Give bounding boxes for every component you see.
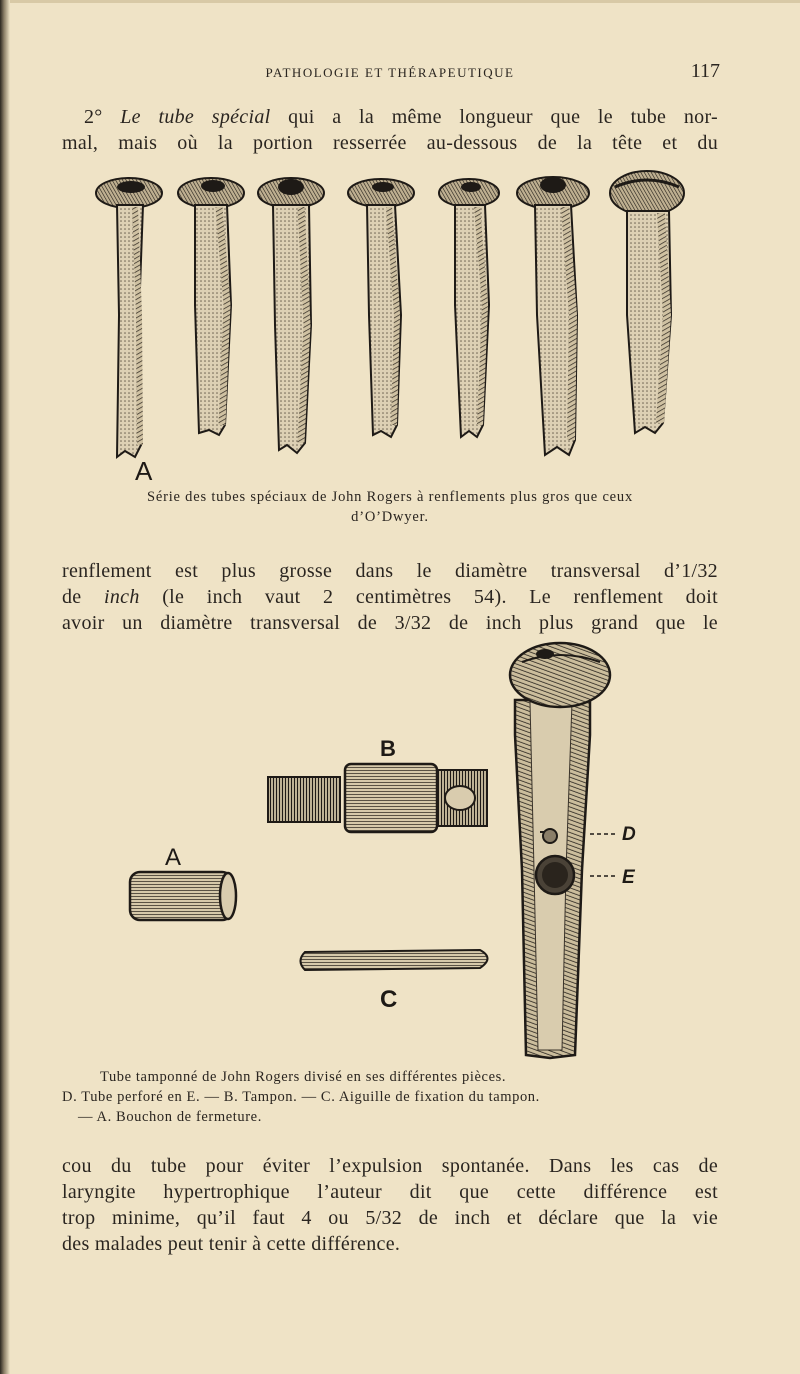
paragraph-1-line-1 [62,104,718,130]
page-top-edge [0,0,800,3]
running-title: PATHOLOGIE ET THÉRAPEUTIQUE [265,65,515,80]
figure-tube-series [80,160,700,485]
paragraph-2 [62,558,718,636]
paragraph-3-line-3: trop minime, qu’il faut 4 ou 5/32 de inch et déclare que la vie [62,1207,718,1229]
tube-7 [610,171,684,433]
page-binding-edge [0,0,10,1374]
aiguille-c [301,950,488,970]
paragraph-1-line-2: mal, mais où la portion resserrée au-dessous de la tête et du [62,132,718,154]
figure-2-caption [62,1067,732,1127]
inch-term: inch [104,586,140,608]
tampon-b [268,764,487,832]
paragraph-3-line-2: laryngite hypertrophique l’auteur dit que cette différence est [62,1181,718,1203]
tube-6 [517,177,589,455]
label-d: D [622,824,636,845]
paragraph-3-line-1: cou du tube pour éviter l’expulsion spontanée. Dans les cas de [62,1155,718,1177]
tube-4 [348,179,414,437]
tube-1 [96,178,162,457]
figure-1-caption-line-2: d’O’Dwyer. [351,509,429,525]
tube-2 [178,178,244,435]
tube-d [510,643,610,1058]
label-e: E [622,867,635,888]
paragraph-2-line-2-pre: de [62,586,82,608]
paragraph-1 [62,104,718,156]
page-number: 117 [690,60,720,82]
bouchon-a [130,872,236,920]
tube-3 [258,178,324,453]
tube-5 [439,179,499,437]
paragraph-3-line-4: des malades peut tenir à cette différence. [62,1233,401,1255]
label-c: C [380,986,398,1013]
paragraph-2-line-2-post: (le inch vaut 2 centimètres 54). Le renflement doit [162,586,718,608]
figure-1-label-a: A [135,456,153,485]
paragraph-2-line-2 [62,584,718,610]
paragraph-1-line-1-rest: qui a la même longueur que le tube nor- [288,106,718,128]
figure-2-caption-line-1: Tube tamponné de John Rogers divisé en ses différentes pièces. [100,1069,507,1085]
paragraph-2-line-1: renflement est plus grosse dans le diamètre transversal d’1/32 [62,560,718,582]
figure-1-caption-line-1: Série des tubes spéciaux de John Rogers à renflements plus gros que ceux [146,489,634,505]
paragraph-3 [62,1153,718,1257]
figure-2-caption-line-3: — A. Bouchon de fermeture. [78,1109,262,1125]
figure-1-caption [62,487,718,527]
figure-2-caption-line-2: D. Tube perforé en E. — B. Tampon. — C. Aiguille de fixation du tampon. [62,1089,540,1105]
item-title: Le tube spécial [120,106,271,128]
figure-stoppered-tube [110,640,690,1065]
label-b: B [380,736,396,761]
label-a: A [165,844,182,871]
paragraph-2-line-3: avoir un diamètre transversal de 3/32 de inch plus grand que le [62,612,718,634]
page-header [60,60,720,86]
item-number: 2° [84,106,103,128]
